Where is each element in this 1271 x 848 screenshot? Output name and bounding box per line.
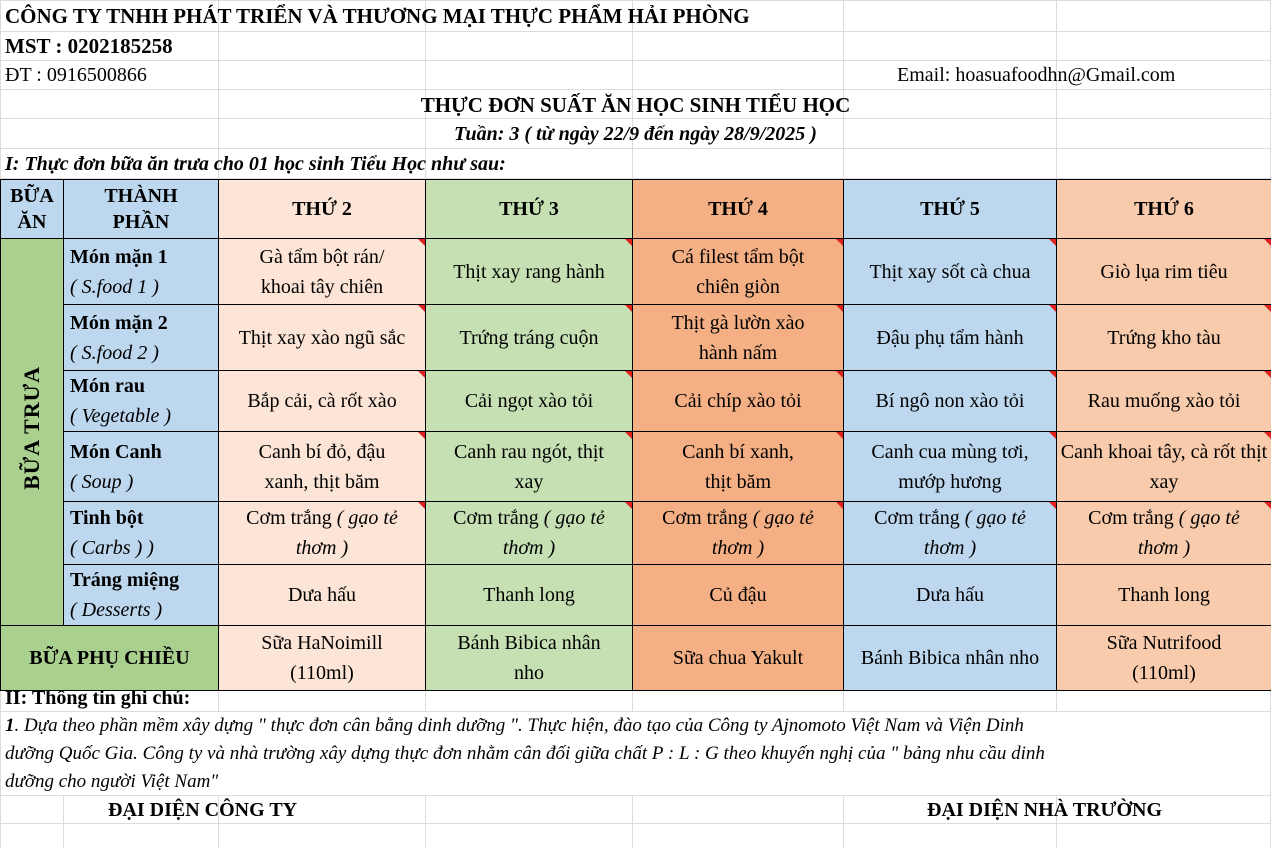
menu-cell: Thịt xay xào ngũ sắc (219, 305, 426, 371)
row-name-en: ( S.food 2 ) (70, 341, 159, 364)
menu-cell (1057, 502, 1271, 565)
lunch-label: BỮA TRƯA (19, 365, 44, 490)
signature-company: ĐẠI DIỆN CÔNG TY (108, 799, 298, 821)
row-name: Món rau (70, 375, 145, 397)
menu-cell (219, 502, 426, 565)
day-header-t2: THỨ 2 (219, 180, 426, 239)
menu-cell-text: Thịt gà lườn xào hành nấm (671, 311, 805, 364)
table-row (1, 432, 1271, 502)
menu-cell: Thịt xay sốt cà chua (844, 239, 1057, 305)
row-name-en: ( Carbs ) ) (70, 537, 154, 559)
note-text-1: . Dựa theo phần mềm xây dựng " thực đơn cân bằng dinh dưỡng ". Thực hiện, đào tạo của Công ty Ajnomoto Việt Nam và Viện Dinh (14, 715, 1024, 736)
day-header-t5: THỨ 5 (844, 180, 1057, 239)
lunch-label-cell (1, 239, 64, 626)
snack-row (1, 626, 1271, 691)
week-range: Tuần: 3 ( từ ngày 22/9 đến ngày 28/9/2025 ) (454, 123, 817, 145)
snack-cell: Bánh Bibica nhân nho (844, 626, 1057, 691)
menu-cell-text: Canh bí đỏ, đậu xanh, thịt băm (258, 440, 386, 493)
menu-cell-text: Cơm trắng ( gạo tẻ thơm ) (874, 507, 1026, 559)
row-label (64, 432, 219, 502)
snack-cell: Sữa chua Yakult (633, 626, 844, 691)
menu-cell (426, 502, 633, 565)
row-name: Tráng miệng (70, 569, 180, 591)
menu-cell: Thịt xay rang hành (426, 239, 633, 305)
col-component-header (64, 180, 219, 239)
menu-cell (633, 432, 844, 502)
row-label (64, 305, 219, 371)
col-meal-label: BỮA ĂN (10, 185, 54, 233)
snack-cell-text: Bánh Bibica nhân nho (457, 632, 601, 684)
row-name-en: ( S.food 1 ) (70, 275, 159, 298)
menu-cell-text: Cơm trắng ( gạo tẻ thơm ) (453, 507, 605, 559)
snack-cell (219, 626, 426, 691)
table-row (1, 239, 1271, 305)
section-2-heading: II: Thông tin ghi chú: (5, 687, 191, 709)
snack-label: BỮA PHỤ CHIỀU (1, 626, 219, 691)
menu-cell (633, 239, 844, 305)
row-name: Món Canh (70, 440, 162, 463)
company-name: CÔNG TY TNHH PHÁT TRIỂN VÀ THƯƠNG MẠI THỰC PHẨM HẢI PHÒNG (5, 4, 750, 28)
menu-cell: Bắp cải, cà rốt xào (219, 371, 426, 432)
menu-cell-text: Cá filest tẩm bột chiên giòn (671, 245, 805, 298)
row-name-en: ( Desserts ) (70, 599, 163, 621)
row-label (64, 239, 219, 305)
table-row (1, 371, 1271, 432)
snack-cell (426, 626, 633, 691)
company-phone: ĐT : 0916500866 (5, 64, 147, 86)
menu-cell-text: Canh bí xanh, thịt băm (682, 440, 794, 493)
note-line-3: dưỡng cho người Việt Nam" (5, 771, 219, 792)
row-label (64, 565, 219, 626)
menu-cell: Giò lụa rim tiêu (1057, 239, 1271, 305)
menu-cell: Dưa hấu (219, 565, 426, 626)
menu-cell-text: Gà tẩm bột rán/ khoai tây chiên (259, 245, 385, 298)
menu-table (0, 179, 1271, 691)
menu-cell-text: Cơm trắng ( gạo tẻ thơm ) (662, 507, 814, 559)
menu-cell (844, 432, 1057, 502)
snack-cell-text: Sữa Nutrifood (110ml) (1106, 632, 1222, 684)
menu-cell: Dưa hấu (844, 565, 1057, 626)
menu-cell-text: Canh khoai tây, cà rốt thịt xay (1060, 440, 1268, 493)
header-row (1, 180, 1271, 239)
menu-cell (1057, 432, 1271, 502)
row-name: Món mặn 2 (70, 311, 168, 334)
note-number: 1 (5, 715, 15, 736)
menu-cell: Rau muống xào tỏi (1057, 371, 1271, 432)
menu-cell-text: Cơm trắng ( gạo tẻ thơm ) (1088, 507, 1240, 559)
menu-cell: Cải ngọt xào tỏi (426, 371, 633, 432)
menu-cell (844, 502, 1057, 565)
table-row (1, 502, 1271, 565)
menu-cell: Củ đậu (633, 565, 844, 626)
row-name: Món mặn 1 (70, 245, 168, 268)
menu-cell (633, 305, 844, 371)
menu-cell: Trứng tráng cuộn (426, 305, 633, 371)
snack-cell-text: Sữa HaNoimill (110ml) (261, 632, 383, 684)
signature-school: ĐẠI DIỆN NHÀ TRƯỜNG (927, 799, 1163, 821)
menu-cell (633, 502, 844, 565)
row-label (64, 502, 219, 565)
menu-cell: Thanh long (426, 565, 633, 626)
table-row (1, 305, 1271, 371)
menu-cell: Cải chíp xào tỏi (633, 371, 844, 432)
col-meal-header (1, 180, 64, 239)
menu-cell: Đậu phụ tẩm hành (844, 305, 1057, 371)
day-header-t4: THỨ 4 (633, 180, 844, 239)
menu-cell: Thanh long (1057, 565, 1271, 626)
page-title: THỰC ĐƠN SUẤT ĂN HỌC SINH TIỂU HỌC (420, 93, 851, 117)
section-1-heading: I: Thực đơn bữa ăn trưa cho 01 học sinh Tiểu Học như sau: (5, 153, 506, 175)
menu-cell: Bí ngô non xào tỏi (844, 371, 1057, 432)
note-line-1 (5, 716, 1024, 735)
company-email: Email: hoasuafoodhn@Gmail.com (897, 64, 1176, 86)
menu-cell (219, 432, 426, 502)
menu-cell: Trứng kho tàu (1057, 305, 1271, 371)
menu-cell (219, 239, 426, 305)
note-line-2: dưỡng Quốc Gia. Công ty và nhà trường xây dựng thực đơn nhằm cân đối giữa chất P : L : G theo khuyến nghị của " bảng nhu cầu dinh (5, 743, 1045, 764)
day-header-t6: THỨ 6 (1057, 180, 1271, 239)
company-tax-id: MST : 0202185258 (5, 34, 173, 58)
table-row (1, 565, 1271, 626)
menu-cell-text: Canh cua mùng tơi, mướp hương (871, 440, 1029, 493)
menu-cell-text: Cơm trắng ( gạo tẻ thơm ) (246, 507, 398, 559)
row-name-en: ( Soup ) (70, 470, 134, 493)
day-header-t3: THỨ 3 (426, 180, 633, 239)
menu-cell (426, 432, 633, 502)
row-name: Tinh bột (70, 507, 144, 529)
row-label (64, 371, 219, 432)
col-component-label: THÀNH PHẦN (104, 185, 178, 233)
snack-cell (1057, 626, 1271, 691)
menu-cell-text: Canh rau ngót, thịt xay (454, 440, 604, 493)
row-name-en: ( Vegetable ) (70, 405, 172, 427)
